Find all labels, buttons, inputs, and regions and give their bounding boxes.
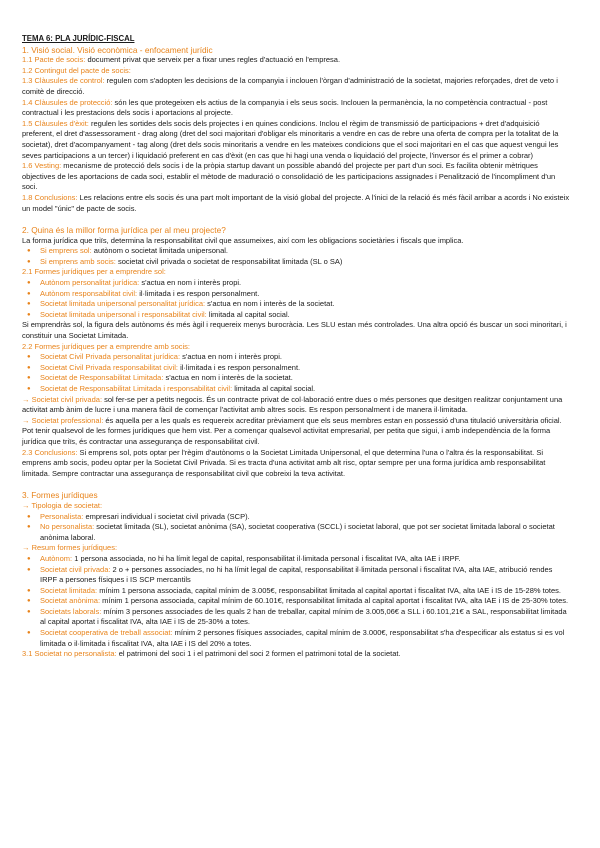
- item-1-5: 1.5 Clàusules d'èxit: regulen les sortides dels socis dels projectes i en quines condicions. Inclou el règim de transmissió de participacions + dret d'adquisició preferent, el dret d'assessorament - drag along (dret del soci majoritari d'obligar els minoritaris a vendre en cas de rebre una oferta de compra per la totalitat de la societat), dret d'acompanyament - tag along (dret dels socis minoritaris a vendre en les mateixes condicions que el soci majoritari en el cas que aquest vengui les seves participacions a un tercer) i liquidació preferent en cas d'èxit (en cas que hi hagi una venda o liquidació del projecte, l'inversor és el primer a cobrar): [22, 118, 559, 160]
- list-item: ● Societat cooperativa de treball associat: mínim 2 persones físiques associades, capital mínim de 3.000€, responsabilitat s'ha d'especificar als estatus si es vol limitada o il·limitada i fiscalitat IVA, alta IAE i IS del 20% a totes.: [40, 628, 570, 649]
- tipologia-bullets: [22, 512, 570, 544]
- list-item: ● Autònom responsabilitat civil: il·limitada i es respon personalment.: [40, 289, 570, 300]
- list-item: ● Societat civil privada: 2 o + persones associades, no hi ha límit legal de capital, responsabilitat il·limitada personal i fiscalitat IVA, alta IAE, atribució rendes IRPF a persones físiques i IS SCP mercantils: [40, 565, 570, 586]
- item-1-4: 1.4 Clàusules de protecció: són les que protegeixen els actius de la companyia i els seus socis. Inclouen la permanència, la no competència contractual - post contractual i les prestacions dels socis i aportacions al projecte.: [22, 97, 548, 118]
- societat-professional-note: → Societat professional: és aquella per a les quals es requereix acreditar prèviament que els seus membres estan en possessió d'una titulació universitària oficial. Pot tenir qualsevol de les formes jurídiques que hem vist. Per a començar qualsevol activitat empresarial, per petita que sigui, i amb independència de la forma jurídica que triïs, és contractar una assegurança de responsabilitat civil.: [22, 415, 562, 446]
- subsection-2-1-bullets: [22, 278, 570, 320]
- subsection-2-1-paragraph: Si emprendràs sol, la figura dels autònoms és més àgil i requereix menys burocràcia. Les SLU estan més controlades. Una altra opció és buscar un soci minoritari, i constituir una Societat Limitada.: [22, 320, 567, 341]
- list-item: ● Societat limitada: mínim 1 persona associada, capital mínim de 3.005€, responsabilitat limitada al capital aportat i fiscalitat IVA, alta IAE i IS de 15-28% totes.: [40, 586, 570, 597]
- section-1-items: [22, 55, 570, 214]
- subsection-2-2: 2.2 Formes jurídiques per a emprendre amb socis:: [22, 341, 190, 351]
- section-2-intro: La forma jurídica que triïs, determina la responsabilitat civil que assumeixes, així com les obligacions societàries i fiscals que implica.: [22, 235, 464, 245]
- document-title: TEMA 6: PLA JURÍDIC-FISCAL: [22, 34, 135, 43]
- list-item: ● Societat de Responsabilitat Limitada i responsabilitat civil: limitada al capital social.: [40, 384, 570, 395]
- subsection-2-2-bullets: [22, 352, 570, 394]
- societat-civil-privada-note: → Societat civil privada: sol fer-se per a petits negocis. És un contracte privat de col·laboració entre dues o més persones que desitgen realitzar conjuntament una activitat amb ànim de lucre i una manera fàcil de començar l'activitat amb altres socis. Es respon personalment i de manera il·limitada.: [22, 394, 563, 415]
- list-item: ● Autònom personalitat jurídica: s'actua en nom i interès propi.: [40, 278, 570, 289]
- list-item: ● Societat anònima: mínim 1 persona associada, capital mínim de 60.101€, responsabilitat limitada al capital aportat i fiscalitat IVA, alta IAE i IS de 25-30% totes.: [40, 596, 570, 607]
- list-item: ● Societats laborals: mínim 3 persones associades de les quals 2 han de treballar, capital mínim de 3.005,06€ a SLL i 60.101,21€ a SAL, responsabilitat limitada al capital aportat i fiscalitat IVA, alta IAE i IS de 25-30% a totes.: [40, 607, 570, 628]
- resum-bullets: [22, 554, 570, 649]
- item-1-8: 1.8 Conclusions: Les relacions entre els socis és una part molt important de la visió global del projecte. A l'inici de la relació és més fàcil arribar a acords i No existeix un model "únic" de pacte de socis.: [22, 192, 570, 213]
- section-2-heading: 2. Quina és la millor forma jurídica per al meu projecte?: [22, 225, 226, 236]
- item-1-3: 1.3 Clàusules de control: regulen com s'adopten les decisions de la companyia i inclouen l'òrgan d'administració de la societat, majories reforçades, dret de veto i comitè de direcció.: [22, 76, 558, 96]
- item-1-6: 1.6 Vesting: mecanisme de protecció dels socis i de la pròpia startup davant un possible abandó del projecte per part d'un soci. Es facilita obtenir mètriques objectives de les aportacions de cada soci, establir el mètode de maduració o consolidació de les participacions assignades i Penalització de l'incompliment d'un soci.: [22, 161, 556, 192]
- list-item: ● Societat Civil Privada responsabilitat civil: il·limitada i es respon personalment.: [40, 363, 570, 374]
- section-2-bullets: [22, 246, 570, 267]
- list-item: ● Societat de Responsabilitat Limitada: s'actua en nom i interès de la societat.: [40, 373, 570, 384]
- list-item: ● Societat limitada unipersonal i responsabilitat civil: limitada al capital social.: [40, 310, 570, 321]
- list-item: ● No personalista: societat limitada (SL), societat anònima (SA), societat cooperativa (SCCL) i societat laboral, que pot ser societat limitada laboral o societat anònima laboral.: [40, 522, 570, 543]
- section-3-heading: 3. Formes jurídiques: [22, 490, 98, 501]
- list-item: ● Societat limitada unipersonal personalitat jurídica: s'actua en nom i interès de la societat.: [40, 299, 570, 310]
- item-1-1: 1.1 Pacte de socis: document privat que serveix per a fixar unes regles d'actuació en l'empresa.: [22, 55, 341, 65]
- tipologia-heading: → Tipologia de societat:: [22, 500, 103, 510]
- section-1-heading: 1. Visió social. Visió econòmica - enfocament jurídic: [22, 44, 213, 55]
- subsection-2-1: 2.1 Formes jurídiques per a emprendre sol:: [22, 267, 166, 277]
- list-item: ● Societat Civil Privada personalitat jurídica: s'actua en nom i interès propi.: [40, 352, 570, 363]
- list-item: ● Personalista: empresari individual i societat civil privada (SCP).: [40, 512, 570, 523]
- section-2-conclusions: 2.3 Conclusions: Si emprens sol, pots optar per l'règim d'autònoms o la Societat Limitada Unipersonal, el que determina l'una o l'altra és la responsabilitat. Si emprens amb socis, podeu optar per la Societat Civil Privada. Si es tracta d'una activitat amb alt risc, optar sempre per una forma jurídica amb responsabilitat limitada. Sempre contractar una assegurança de responsabilitat civil que cobreixi la teva activitat.: [22, 447, 546, 478]
- list-item: ● Si emprens amb socis: societat civil privada o societat de responsabilitat limitada (SL o SA): [40, 257, 570, 268]
- list-item: ● Si emprens sol: autònom o societat limitada unipersonal.: [40, 246, 570, 257]
- item-1-2: 1.2 Contingut del pacte de socis:: [22, 65, 131, 75]
- section-3-1: 3.1 Societat no personalista: el patrimoni del soci 1 i el patrimoni del soci 2 formen el patrimoni total de la societat.: [22, 649, 401, 659]
- resum-heading: → Resum formes jurídiques:: [22, 543, 118, 553]
- list-item: ● Autònom: 1 persona associada, no hi ha límit legal de capital, responsabilitat il·limitada personal i fiscalitat IVA, alta IAE i IRPF.: [40, 554, 570, 565]
